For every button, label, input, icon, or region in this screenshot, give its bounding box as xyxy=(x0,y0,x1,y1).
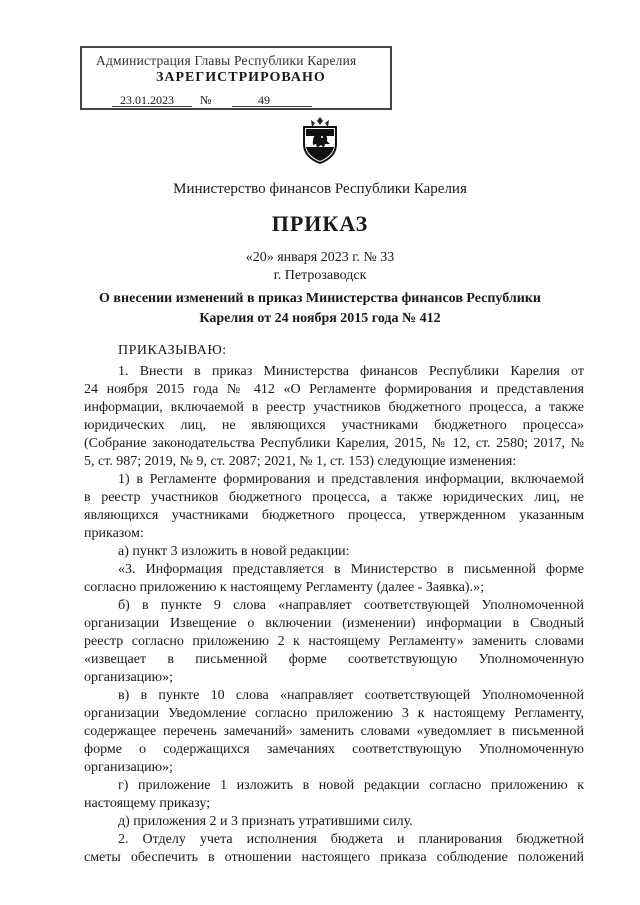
stamp-date: 23.01.2023 xyxy=(120,93,174,107)
body-line: настоящему приказу; xyxy=(84,796,211,811)
city: г. Петрозаводск xyxy=(273,268,367,283)
subject-line-2: Карелия от 24 ноября 2015 года № 412 xyxy=(199,311,441,326)
body-line: г) приложение 1 изложить в новой редакции согласно приложению к xyxy=(118,778,584,793)
body-line: в реестр участников бюджетного процесса, а также юридических лиц, не xyxy=(84,490,584,505)
body-line: 1. Внести в приказ Министерства финансов Республики Карелия от xyxy=(118,364,584,379)
body-line: согласно приложению к настоящему Регламенту (далее - Заявка).»; xyxy=(84,580,484,595)
body-line: являющихся участниками бюджетного процесса, утвержденном указанным xyxy=(84,508,584,523)
stamp-organization: Администрация Главы Республики Карелия xyxy=(96,53,357,68)
body-line: форме о содержащихся замечаниях соответствующую Уполномоченную xyxy=(84,742,584,757)
body-line: информации, включаемой в реестр участников бюджетного процесса, а также xyxy=(84,400,584,415)
subject-line-1: О внесении изменений в приказ Министерства финансов Республики xyxy=(99,291,541,306)
body-line: 24 ноября 2015 года № 412 «О Регламенте формирования и представления xyxy=(84,382,584,397)
body-line: организации Уведомление согласно приложению 3 к настоящему Регламенту, xyxy=(84,706,584,721)
body-line: сметы обеспечить в отношении настоящего приказа соблюдение положений xyxy=(84,850,584,865)
body-line: «извещает в письменной форме соответствующую Уполномоченную xyxy=(84,652,584,667)
body-line: 2. Отделу учета исполнения бюджета и планирования бюджетной xyxy=(118,832,584,847)
body-line: «3. Информация представляется в Министерство в письменной форме xyxy=(118,562,584,577)
body-line: содержащее перечень замечаний» заменить словами «уведомляет в письменной xyxy=(84,724,584,739)
stamp-number: 49 xyxy=(258,93,270,107)
body-line: организацию»; xyxy=(84,760,174,775)
body-line: организацию»; xyxy=(84,670,174,685)
body-line: д) приложения 2 и 3 признать утратившими силу. xyxy=(118,814,413,829)
stamp-date-underline xyxy=(112,106,192,107)
ministry-name: Министерство финансов Республики Карелия xyxy=(173,181,467,197)
body-line: юридических лиц, не являющихся участниками бюджетного процесса» xyxy=(84,418,584,433)
stamp-number-underline xyxy=(232,106,312,107)
body-line: организации Извещение о включении (изменении) информации в Сводный xyxy=(84,616,584,631)
coat-of-arms-icon xyxy=(300,116,340,164)
order-word: ПРИКАЗЫВАЮ: xyxy=(118,343,227,358)
document-title: ПРИКАЗ xyxy=(271,211,369,236)
body-line: в) в пункте 10 слова «направляет соответствующей Уполномоченной xyxy=(118,688,584,703)
stamp-status: ЗАРЕГИСТРИРОВАНО xyxy=(156,70,326,85)
body-line: 1) в Регламенте формирования и представления информации, включаемой xyxy=(118,472,584,487)
stamp-number-label: № xyxy=(200,93,212,107)
body-line: б) в пункте 9 слова «направляет соответствующей Уполномоченной xyxy=(118,598,584,613)
body-line: реестр согласно приложению 2 к настоящему Регламенту» заменить словами xyxy=(84,634,584,649)
order-date-number: «20» января 2023 г. № 33 xyxy=(245,250,395,265)
body-line: приказом: xyxy=(84,526,144,541)
body-line: 5, ст. 987; 2019, № 9, ст. 2087; 2021, № 1, ст. 153) следующие изменения: xyxy=(84,454,517,469)
body-line: а) пункт 3 изложить в новой редакции: xyxy=(118,544,350,559)
registration-stamp xyxy=(80,46,392,110)
body-line: (Собрание законодательства Республики Карелия, 2015, № 12, ст. 2580; 2017, № xyxy=(84,436,584,451)
